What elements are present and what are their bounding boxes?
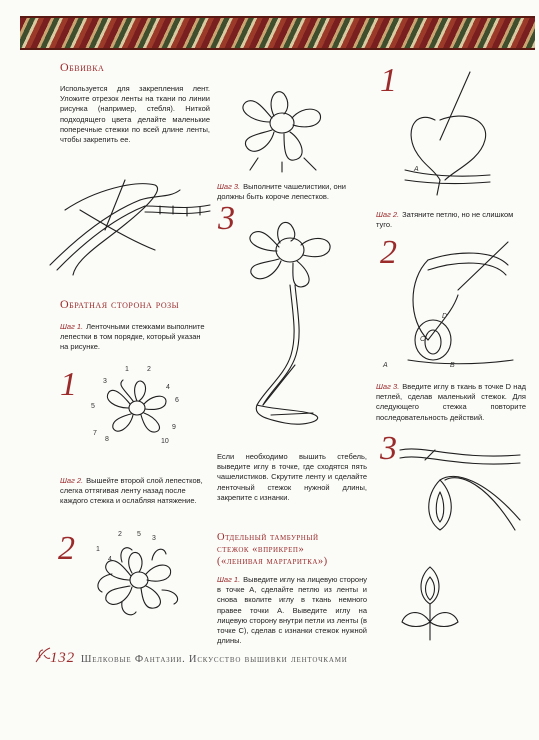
point-label-b: B — [450, 362, 455, 369]
point-label-a-fig1: A — [414, 166, 419, 173]
petal-label-fig2-2: 2 — [118, 531, 122, 538]
book-title: Шелковые Фантазии. Искусство вышивки ленточками — [80, 654, 348, 665]
chain-step2-text: Затяните петлю, но не слишком туго. — [376, 210, 514, 230]
petal-label-fig2-1: 1 — [96, 546, 100, 553]
petal-label-fig1-8: 8 — [105, 436, 109, 443]
rose-sepals-illustration — [232, 78, 332, 173]
rose-step2-label: Шаг 2. — [60, 476, 84, 485]
chain-step3-caption — [376, 382, 526, 423]
chain-step3-label: Шаг 3. — [376, 382, 400, 391]
chain-step1-text: Выведите иглу на лицевую сторону в точке A, сделайте петлю из ленты и снова вколите иглу в ткань немного правее точки A. Выведите иглу на лицевую сторону внутри петли из ленты (в точке C), сделав с изнанки стежок нужной длины. — [217, 575, 367, 646]
rose-with-stem-illustration — [235, 215, 345, 430]
section-title-couching: Обвивка — [60, 60, 105, 74]
rose-step1-text: Ленточными стежками выполните лепестки в том порядке, который указан на рисунке. — [60, 322, 205, 352]
couching-illustration — [45, 170, 215, 280]
petal-label-fig2-5: 5 — [137, 531, 141, 538]
sepals-step3-label: Шаг 3. — [217, 182, 241, 191]
chain-figure-number-3: 3 — [380, 430, 397, 467]
petal-label-fig1-7: 7 — [93, 430, 97, 437]
rose-figure-number-1: 1 — [60, 366, 77, 403]
decorative-ribbon-border — [20, 16, 535, 50]
petal-label-fig1-10: 10 — [161, 438, 169, 445]
chain-stitch-step3-illustration — [395, 440, 525, 540]
petal-label-fig1-9: 9 — [172, 424, 176, 431]
section-title-rose-back: Обратная сторона розы — [60, 297, 180, 311]
sepals-step3-text: Выполните чашелистики, они должны быть короче лепестков. — [217, 182, 346, 202]
petal-label-fig1-4: 4 — [166, 384, 170, 391]
chain-step3-text: Введите иглу в ткань в точке D над петлей, сделав маленький стежок. Для следующего стежка повторите последовательность действий. — [376, 382, 526, 422]
rose-figure-number-2: 2 — [58, 530, 75, 567]
petal-label-fig1-2: 2 — [147, 366, 151, 373]
sepals-step3-caption — [217, 182, 367, 202]
chain-stitch-step2-illustration — [398, 240, 518, 370]
stem-instruction-text: Если необходимо вышить стебель, выведите иглу в точке, где сходятся пять чашелистиков. Скрутите ленту и сделайте ленточный стежок нужной длины, закрепите с изнанки. — [217, 452, 367, 502]
rose-second-layer-illustration — [92, 540, 187, 620]
petal-label-fig1-6: 6 — [175, 397, 179, 404]
petal-label-fig1-5: 5 — [91, 403, 95, 410]
petal-label-fig1-3: 3 — [103, 378, 107, 385]
rose-step2-caption — [60, 476, 210, 507]
petal-label-fig2-4: 4 — [108, 556, 112, 563]
chain-step1-caption — [217, 575, 367, 646]
page-footer — [50, 650, 348, 667]
chain-step2-label: Шаг 2. — [376, 210, 400, 219]
point-label-c: C — [420, 336, 426, 343]
chain-figure-number-1: 1 — [380, 62, 397, 99]
chain-figure-number-2: 2 — [380, 234, 397, 271]
finished-bud-illustration — [400, 562, 460, 642]
rose-step1-caption — [60, 322, 210, 353]
petal-label-fig1-1: 1 — [125, 366, 129, 373]
couching-text: Используется для закрепления лент. Уложите отрезок ленты на ткани по линии рисунка (например, стебля). Ниткой подходящего цвета делайте маленькие поперечные стежки по всей длине ленты, чтобы закрепить ее. — [60, 84, 210, 145]
chain-step2-caption — [376, 210, 526, 230]
section-title-chain-line2: стежок «вприкреп» — [217, 544, 305, 555]
point-label-a-fig2: A — [383, 362, 388, 369]
rose-step2-text: Вышейте второй слой лепестков, слегка оттягивая ленту назад после каждого стежка и ослабляя натяжение. — [60, 476, 203, 506]
chain-stitch-step1-illustration — [395, 70, 510, 200]
section-title-chain-line1: Отдельный тамбурный — [217, 532, 319, 543]
stem-figure-number-3: 3 — [218, 200, 235, 237]
point-label-d: D — [442, 313, 448, 320]
petal-label-fig2-3: 3 — [152, 535, 156, 542]
rose-step1-label: Шаг 1. — [60, 322, 84, 331]
rose-first-layer-illustration — [95, 370, 180, 445]
chain-step1-label: Шаг 1. — [217, 575, 241, 584]
page-number: 132 — [50, 650, 75, 666]
section-title-chain-line3: («ленивая маргаритка») — [217, 556, 328, 567]
